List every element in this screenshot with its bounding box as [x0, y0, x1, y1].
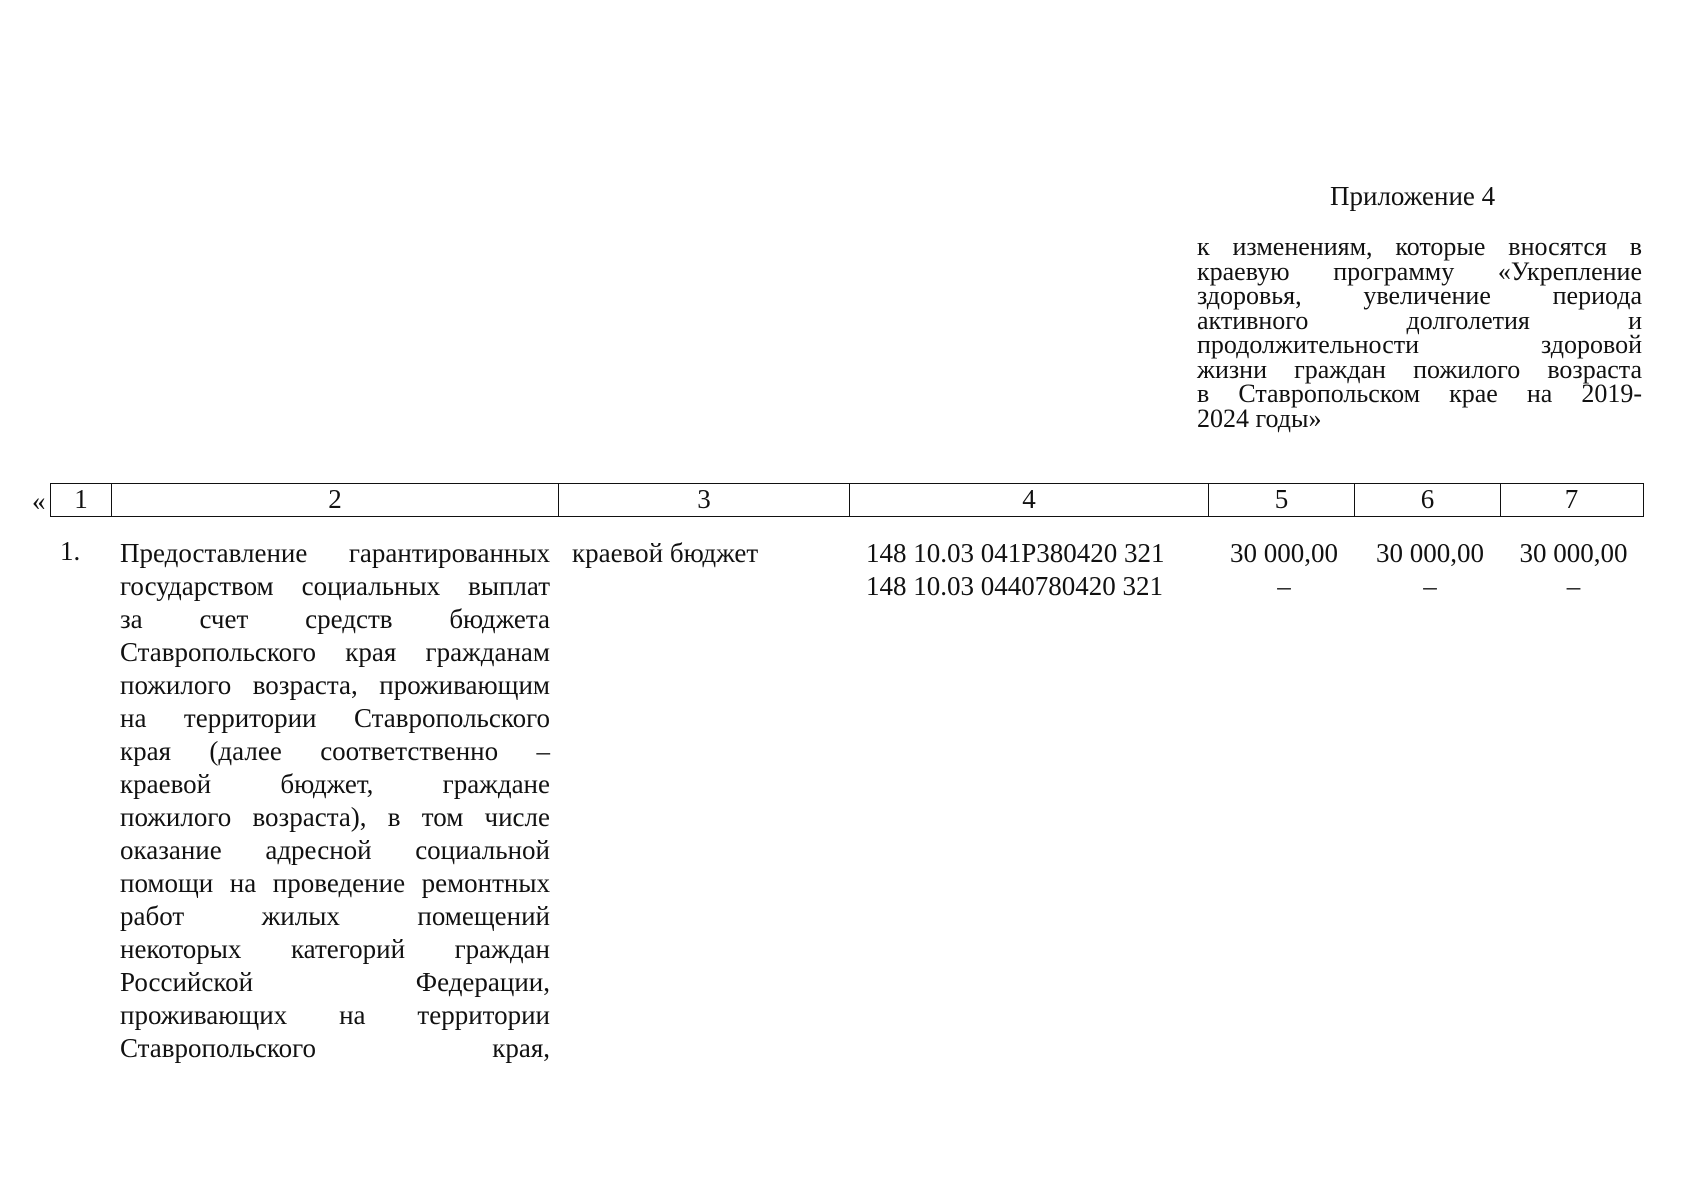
table-header-row — [50, 483, 1644, 517]
budget-codes — [866, 537, 1165, 603]
appendix-line: активного долголетия и — [1197, 305, 1642, 335]
description-line: за счет средств бюджета — [120, 604, 550, 634]
column-5-values — [1211, 537, 1357, 603]
description-line: государством социальных выплат — [120, 571, 550, 601]
header-cell-5: 5 — [1209, 484, 1355, 516]
description-line: Российской Федерации, — [120, 967, 550, 997]
description-line: оказание адресной социальной — [120, 835, 550, 865]
description-line: некоторых категорий граждан — [120, 934, 550, 964]
description-line: пожилого возраста), в том числе — [120, 802, 550, 832]
description-line: края (далее соответственно – — [120, 736, 550, 766]
amount-value: 30 000,00 — [1519, 538, 1628, 568]
header-cell-4: 4 — [850, 484, 1209, 516]
header-cell-6: 6 — [1355, 484, 1501, 516]
description-line: краевой бюджет, граждане — [120, 769, 550, 799]
row-description — [120, 537, 550, 1065]
appendix-line: продолжительности здоровой — [1197, 330, 1642, 359]
amount-value: – — [1566, 571, 1581, 601]
description-line: помощи на проведение ремонтных — [120, 868, 550, 898]
description-line: Ставропольского края гражданам — [120, 637, 550, 667]
appendix-line: к изменениям, которые вносятся в — [1197, 232, 1642, 261]
description-line: работ жилых помещений — [120, 901, 550, 931]
amount-value: 30 000,00 — [1230, 538, 1338, 568]
header-cell-3: 3 — [559, 484, 850, 516]
row-number: 1. — [60, 536, 81, 566]
header-cell-2: 2 — [112, 484, 559, 516]
appendix-title: Приложение 4 — [1330, 181, 1496, 211]
appendix-line: 2024 годы» — [1197, 403, 1322, 433]
column-7-values — [1503, 537, 1644, 603]
description-line: пожилого возраста, проживающим — [120, 670, 550, 700]
amount-value: – — [1277, 571, 1291, 601]
description-line: Ставропольского края, — [120, 1033, 550, 1063]
description-line: на территории Ставропольского — [120, 703, 550, 733]
budget-code: 148 10.03 0440780420 321 — [866, 571, 1163, 601]
description-line: проживающих на территории — [120, 1000, 550, 1030]
header-cell-7: 7 — [1564, 484, 1579, 514]
amount-value: 30 000,00 — [1376, 538, 1484, 568]
appendix-line: здоровья, увеличение периода — [1197, 281, 1642, 310]
amount-value: – — [1423, 571, 1437, 601]
appendix-line: жизни граждан пожилого возраста — [1197, 354, 1642, 384]
budget-code: 148 10.03 041Р380420 321 — [866, 538, 1165, 568]
description-line: Предоставление гарантированных — [120, 538, 550, 568]
funding-source: краевой бюджет — [572, 538, 759, 568]
column-6-values — [1357, 537, 1503, 603]
appendix-line: в Ставропольском крае на 2019- — [1197, 379, 1642, 408]
appendix-line: краевую программу «Укрепление — [1197, 256, 1642, 286]
header-cell-1: 1 — [51, 484, 112, 516]
appendix-subtitle — [1197, 232, 1642, 433]
opening-quote: « — [32, 486, 46, 516]
